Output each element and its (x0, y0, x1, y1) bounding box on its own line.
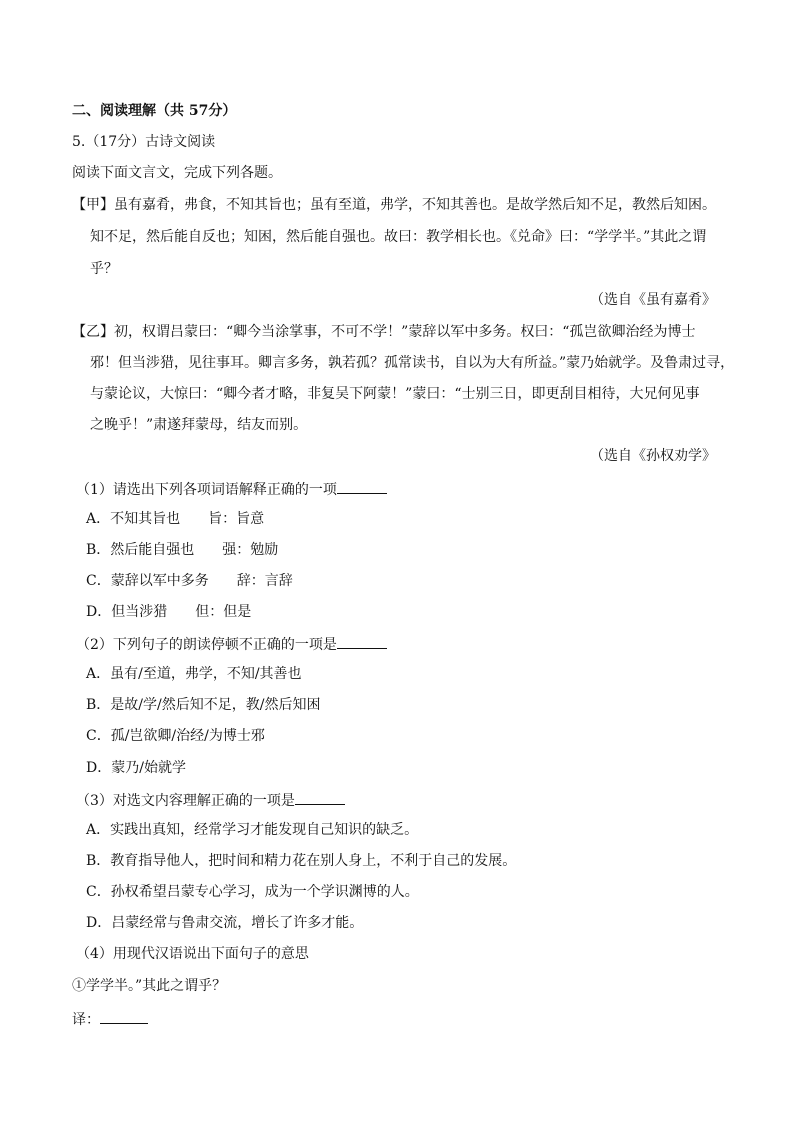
answer-blank[interactable] (337, 633, 387, 649)
option-c: C．蒙辞以军中多务 辞：言辞 (86, 573, 293, 589)
passage-yi-source: （选自《孙权劝学》 (590, 448, 716, 464)
subquestion-2-text: （2）下列句子的朗读停顿不正确的一项是 (76, 637, 337, 653)
option-b: B．然后能自强也 强：勉励 (86, 542, 279, 558)
subquestion-3-stem (76, 789, 345, 811)
option-a: A．不知其旨也 旨：旨意 (86, 511, 265, 527)
translate-line (72, 1008, 148, 1030)
option-d: D．吕蒙经常与鲁肃交流，增长了许多才能。 (86, 915, 364, 931)
option-d: D．蒙乃/始就学 (86, 760, 186, 776)
answer-blank[interactable] (295, 789, 345, 805)
option-a: A．虽有/至道，弗学，不知/其善也 (86, 666, 302, 682)
section-title: 二、阅读理解（共 57分） (72, 103, 237, 119)
passage-yi-line: 邪！但当涉猎，见往事耳。卿言多务，孰若孤？孤常读书，自以为大有所益。”蒙乃始就学。及鲁肃过寻， (90, 355, 735, 371)
option-c: C．孙权希望吕蒙专心学习，成为一个学识渊博的人。 (86, 884, 419, 900)
subquestion-1-stem (76, 478, 387, 500)
passage-yi-line: 之晚乎！”肃遂拜蒙母，结友而别。 (90, 417, 308, 433)
answer-blank[interactable] (100, 1008, 148, 1024)
translate-label: 译： (72, 1012, 100, 1028)
subquestion-2-stem (76, 633, 387, 655)
subquestion-3-text: （3）对选文内容理解正确的一项是 (76, 793, 295, 809)
passage-jia-line: 【甲】虽有嘉肴，弗食，不知其旨也；虽有至道，弗学，不知其善也。是故学然后知不足，教然后知困。 (72, 197, 716, 213)
passage-jia-line: 知不足，然后能自反也；知困，然后能自强也。故曰：教学相长也。《兑命》曰：“学学半。”其此之谓 (90, 229, 707, 245)
question-5-intro: 阅读下面文言文，完成下列各题。 (72, 165, 282, 181)
passage-jia-source: （选自《虽有嘉肴》 (590, 292, 716, 308)
passage-jia-line: 乎？ (90, 261, 118, 277)
option-b: B．是故/学/然后知不足，教/然后知困 (86, 697, 321, 713)
option-c: C．孤/岂欲卿/治经/为博士邪 (86, 728, 265, 744)
option-d: D．但当涉猎 但：但是 (86, 604, 252, 620)
answer-blank[interactable] (337, 478, 387, 494)
passage-yi-line: 【乙】初，权谓吕蒙曰：“卿今当涂掌事，不可不学！”蒙辞以军中多务。权曰：“孤岂欲卿治经为博士 (72, 324, 696, 340)
passage-yi-line: 与蒙论议，大惊曰：“卿今者才略，非复吴下阿蒙！”蒙曰：“士别三日，即更刮目相待，大兄何见事 (90, 386, 700, 402)
subquestion-4-stem: （4）用现代汉语说出下面句子的意思 (76, 946, 309, 962)
subquestion-1-text: （1）请选出下列各项词语解释正确的一项 (76, 482, 337, 498)
option-a: A．实践出真知，经常学习才能发现自己知识的缺乏。 (86, 822, 419, 838)
question-5-label: 5.（17分）古诗文阅读 (72, 134, 216, 150)
subquestion-4-item-1: ①学学半。”其此之谓乎？ (72, 978, 227, 994)
option-b: B．教育指导他人，把时间和精力花在别人身上，不利于自己的发展。 (86, 853, 517, 869)
